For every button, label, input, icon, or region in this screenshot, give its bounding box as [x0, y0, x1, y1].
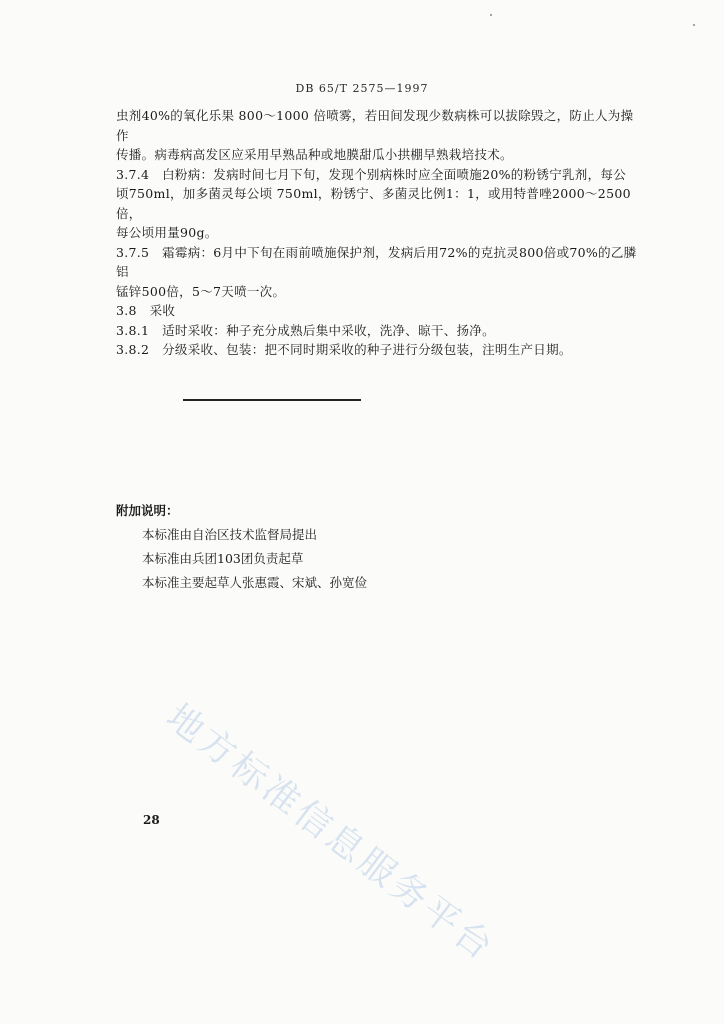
notes-line: 本标准主要起草人张惠霞、宋斌、孙宽俭 [142, 575, 368, 590]
body-line: 虫剂40%的氧化乐果 800～1000 倍喷雾，若田间发现少数病株可以拔除毁之，防止人为操作 [116, 108, 634, 143]
body-line: 锰锌500倍，5～7天喷一次。 [116, 283, 286, 299]
body-line: 每公顷用量90g。 [116, 225, 218, 240]
section-3-8-heading: 3.8 采收 [116, 303, 176, 318]
notes-line: 本标准由兵团103团负责起草 [142, 551, 304, 566]
scan-speck [693, 24, 695, 26]
notes-title: 附加说明： [116, 503, 179, 518]
page-number: 28 [143, 813, 160, 827]
end-rule [183, 399, 361, 401]
clause-3-7-4: 3.7.4 白粉病：发病时间七月下旬，发现个别病株时应全面喷施20%的粉锈宁乳剂，每公 [116, 166, 626, 182]
clause-3-8-1: 3.8.1 适时采收：种子充分成熟后集中采收，洗净、晾干、扬净。 [116, 322, 495, 338]
standard-code-header: DB 65/T 2575—1997 [295, 82, 429, 95]
clause-3-8-2: 3.8.2 分级采收、包装：把不同时期采收的种子进行分级包装，注明生产日期。 [116, 342, 572, 357]
scan-speck [490, 14, 492, 16]
body-line: 顷750ml，加多菌灵每公顷 750ml，粉锈宁、多菌灵比例1：1，或用特普唑2000～2500倍， [116, 186, 631, 221]
additional-notes [116, 499, 367, 595]
body-text [116, 106, 646, 360]
watermark: 地方标准信息服务平台 [158, 696, 503, 970]
clause-3-7-5: 3.7.5 霜霉病：6月中下旬在雨前喷施保护剂，发病后用72%的克抗灵800倍或70%的乙膦铝 [116, 244, 637, 279]
body-line: 传播。病毒病高发区应采用早熟品种或地膜甜瓜小拱棚早熟栽培技术。 [116, 147, 513, 162]
notes-line: 本标准由自治区技术监督局提出 [142, 527, 318, 542]
